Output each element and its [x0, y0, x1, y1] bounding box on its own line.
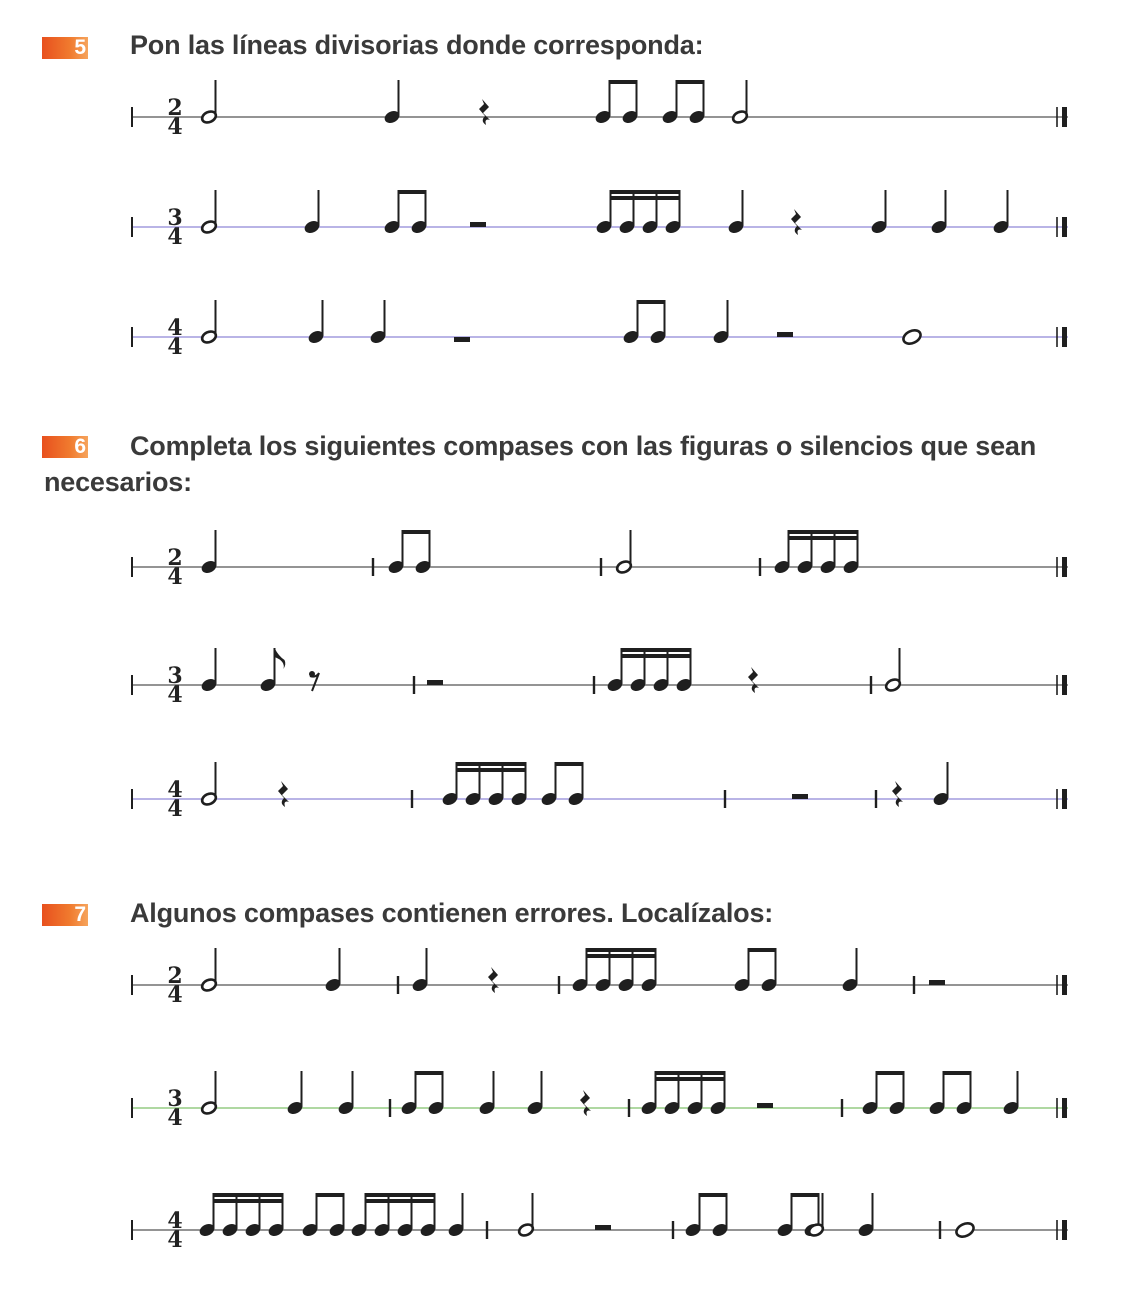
beam — [637, 300, 666, 304]
time-signature-bottom: 4 — [167, 564, 183, 590]
beam — [676, 80, 705, 84]
final-barline-thick — [1062, 217, 1067, 237]
beam — [415, 1071, 444, 1075]
exercise-6-number: 6 — [42, 436, 88, 458]
final-barline-thick — [1062, 327, 1067, 347]
time-signature-top: 3 — [167, 663, 183, 689]
final-barline-thick — [1062, 557, 1067, 577]
whole-rest — [454, 337, 470, 342]
half-rest — [595, 1225, 611, 1230]
beam — [456, 768, 527, 772]
quarter-rest — [791, 209, 802, 235]
time-signature-top: 2 — [167, 963, 183, 989]
time-signature-top: 3 — [167, 1086, 183, 1112]
time-signature-top: 4 — [167, 777, 183, 803]
beam — [655, 1077, 726, 1081]
half-rest — [792, 794, 808, 799]
final-barline-thick — [1062, 1220, 1067, 1240]
exercise-5-rhythm-row-3 — [0, 295, 1127, 375]
half-rest — [929, 980, 945, 985]
final-barline-thick — [1062, 675, 1067, 695]
exercise-5-number: 5 — [42, 37, 88, 59]
beam — [610, 190, 681, 194]
exercise-6-rhythm-row-1 — [0, 525, 1127, 605]
time-signature-bottom: 4 — [167, 796, 183, 822]
exercise-7-rhythm-row-3 — [0, 1188, 1127, 1268]
beam — [398, 190, 427, 194]
beam — [402, 530, 431, 534]
beam — [655, 1071, 726, 1075]
quarter-rest — [278, 781, 289, 807]
exercise-7-rhythm-row-1 — [0, 943, 1127, 1023]
beam — [876, 1071, 905, 1075]
exercise-6-rhythm-row-3 — [0, 758, 1127, 838]
beam — [621, 654, 692, 658]
time-signature-bottom: 4 — [167, 114, 183, 140]
time-signature-top: 3 — [167, 205, 183, 231]
notehead — [954, 1221, 975, 1239]
half-rest — [777, 332, 793, 337]
quarter-rest — [479, 99, 490, 125]
quarter-rest — [488, 967, 499, 993]
half-rest — [470, 222, 486, 227]
exercise-6-rhythm-row-2 — [0, 643, 1127, 723]
exercise-6-title: Completa los siguientes compases con las figuras o silencios que sean necesarios: — [44, 431, 1036, 497]
beam — [609, 80, 638, 84]
time-signature-bottom: 4 — [167, 224, 183, 250]
time-signature-bottom: 4 — [167, 1227, 183, 1253]
half-rest — [427, 680, 443, 685]
time-signature-bottom: 4 — [167, 982, 183, 1008]
beam — [788, 530, 859, 534]
eighth-rest — [310, 673, 319, 691]
beam — [943, 1071, 972, 1075]
time-signature-top: 2 — [167, 545, 183, 571]
beam — [365, 1199, 436, 1203]
beam — [555, 762, 584, 766]
beam — [456, 762, 527, 766]
time-signature-bottom: 4 — [167, 1105, 183, 1131]
final-barline-thick — [1062, 975, 1067, 995]
beam — [365, 1193, 436, 1197]
beam — [586, 954, 657, 958]
final-barline-thick — [1062, 789, 1067, 809]
final-barline-thick — [1062, 1098, 1067, 1118]
beam — [213, 1193, 284, 1197]
notehead — [901, 328, 922, 346]
quarter-rest — [580, 1090, 591, 1116]
beam — [748, 948, 777, 952]
time-signature-top: 2 — [167, 95, 183, 121]
half-rest — [757, 1103, 773, 1108]
beam — [610, 196, 681, 200]
time-signature-top: 4 — [167, 1208, 183, 1234]
quarter-rest — [748, 667, 759, 693]
final-barline-thick — [1062, 107, 1067, 127]
beam — [791, 1193, 820, 1197]
beam — [316, 1193, 345, 1197]
exercise-7-number: 7 — [42, 904, 88, 926]
exercise-7-rhythm-row-2 — [0, 1066, 1127, 1146]
time-signature-top: 4 — [167, 315, 183, 341]
beam — [699, 1193, 728, 1197]
beam — [621, 648, 692, 652]
exercise-5-rhythm-row-2 — [0, 185, 1127, 265]
time-signature-bottom: 4 — [167, 682, 183, 708]
exercise-5-rhythm-row-1 — [0, 75, 1127, 155]
beam — [586, 948, 657, 952]
eighth-flag — [275, 648, 286, 669]
time-signature-bottom: 4 — [167, 334, 183, 360]
exercise-5-title: Pon las líneas divisorias donde corresponda: — [130, 30, 704, 60]
quarter-rest — [892, 781, 903, 807]
exercise-7-title: Algunos compases contienen errores. Localízalos: — [130, 898, 774, 928]
beam — [213, 1199, 284, 1203]
beam — [788, 536, 859, 540]
